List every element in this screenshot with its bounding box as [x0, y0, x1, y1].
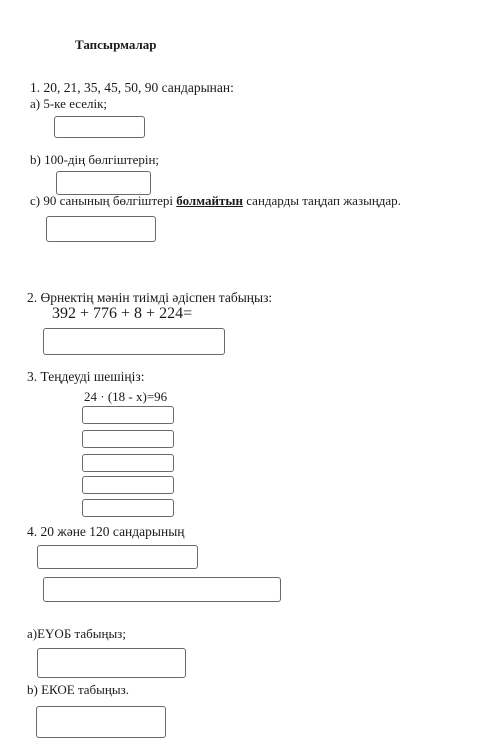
task1-a-answer-field[interactable] [54, 116, 145, 138]
task3-step1-field[interactable] [82, 406, 174, 424]
task4-answer-field-2[interactable] [43, 577, 281, 602]
page-title: Тапсырмалар [75, 37, 157, 52]
task3-step2-field[interactable] [82, 430, 174, 448]
task1-a-label: а) 5-ке еселік; [30, 96, 108, 111]
task3-step5-field[interactable] [82, 499, 174, 517]
task4-answer-field-1[interactable] [37, 545, 198, 569]
task4-b-label: b) ЕКОЕ табыңыз. [27, 682, 129, 697]
task1-c-answer-field[interactable] [46, 216, 156, 242]
task1-c-text-after: сандарды таңдап жазыңдар. [243, 193, 401, 208]
task4-a-label: а)ЕҮОБ табыңыз; [27, 626, 126, 641]
task3-heading: 3. Теңдеуді шешіңіз: [27, 369, 145, 384]
task1-b-answer-field[interactable] [56, 171, 151, 195]
task1-c-label [30, 193, 401, 209]
task1-c-text-before: c) 90 санының бөлгіштері [30, 193, 177, 208]
task4-heading: 4. 20 және 120 сандарының [27, 524, 185, 539]
task3-step4-field[interactable] [82, 476, 174, 494]
task3-equation: 24 · (18 - x)=96 [84, 389, 168, 404]
task1-heading: 1. 20, 21, 35, 45, 50, 90 сандарынан: [30, 80, 234, 95]
task1-b-label: b) 100-дің бөлгіштерін; [30, 152, 160, 167]
task3-step3-field[interactable] [82, 454, 174, 472]
task4-a-answer-field[interactable] [37, 648, 186, 678]
task2-expression: 392 + 776 + 8 + 224= [52, 305, 193, 322]
task2-answer-field[interactable] [43, 328, 225, 355]
task2-heading: 2. Өрнектің мәнін тиімді әдіспен табыңыз: [27, 290, 273, 305]
task4-b-answer-field[interactable] [36, 706, 166, 738]
task1-c-emphasis: болмайтын [176, 193, 243, 208]
